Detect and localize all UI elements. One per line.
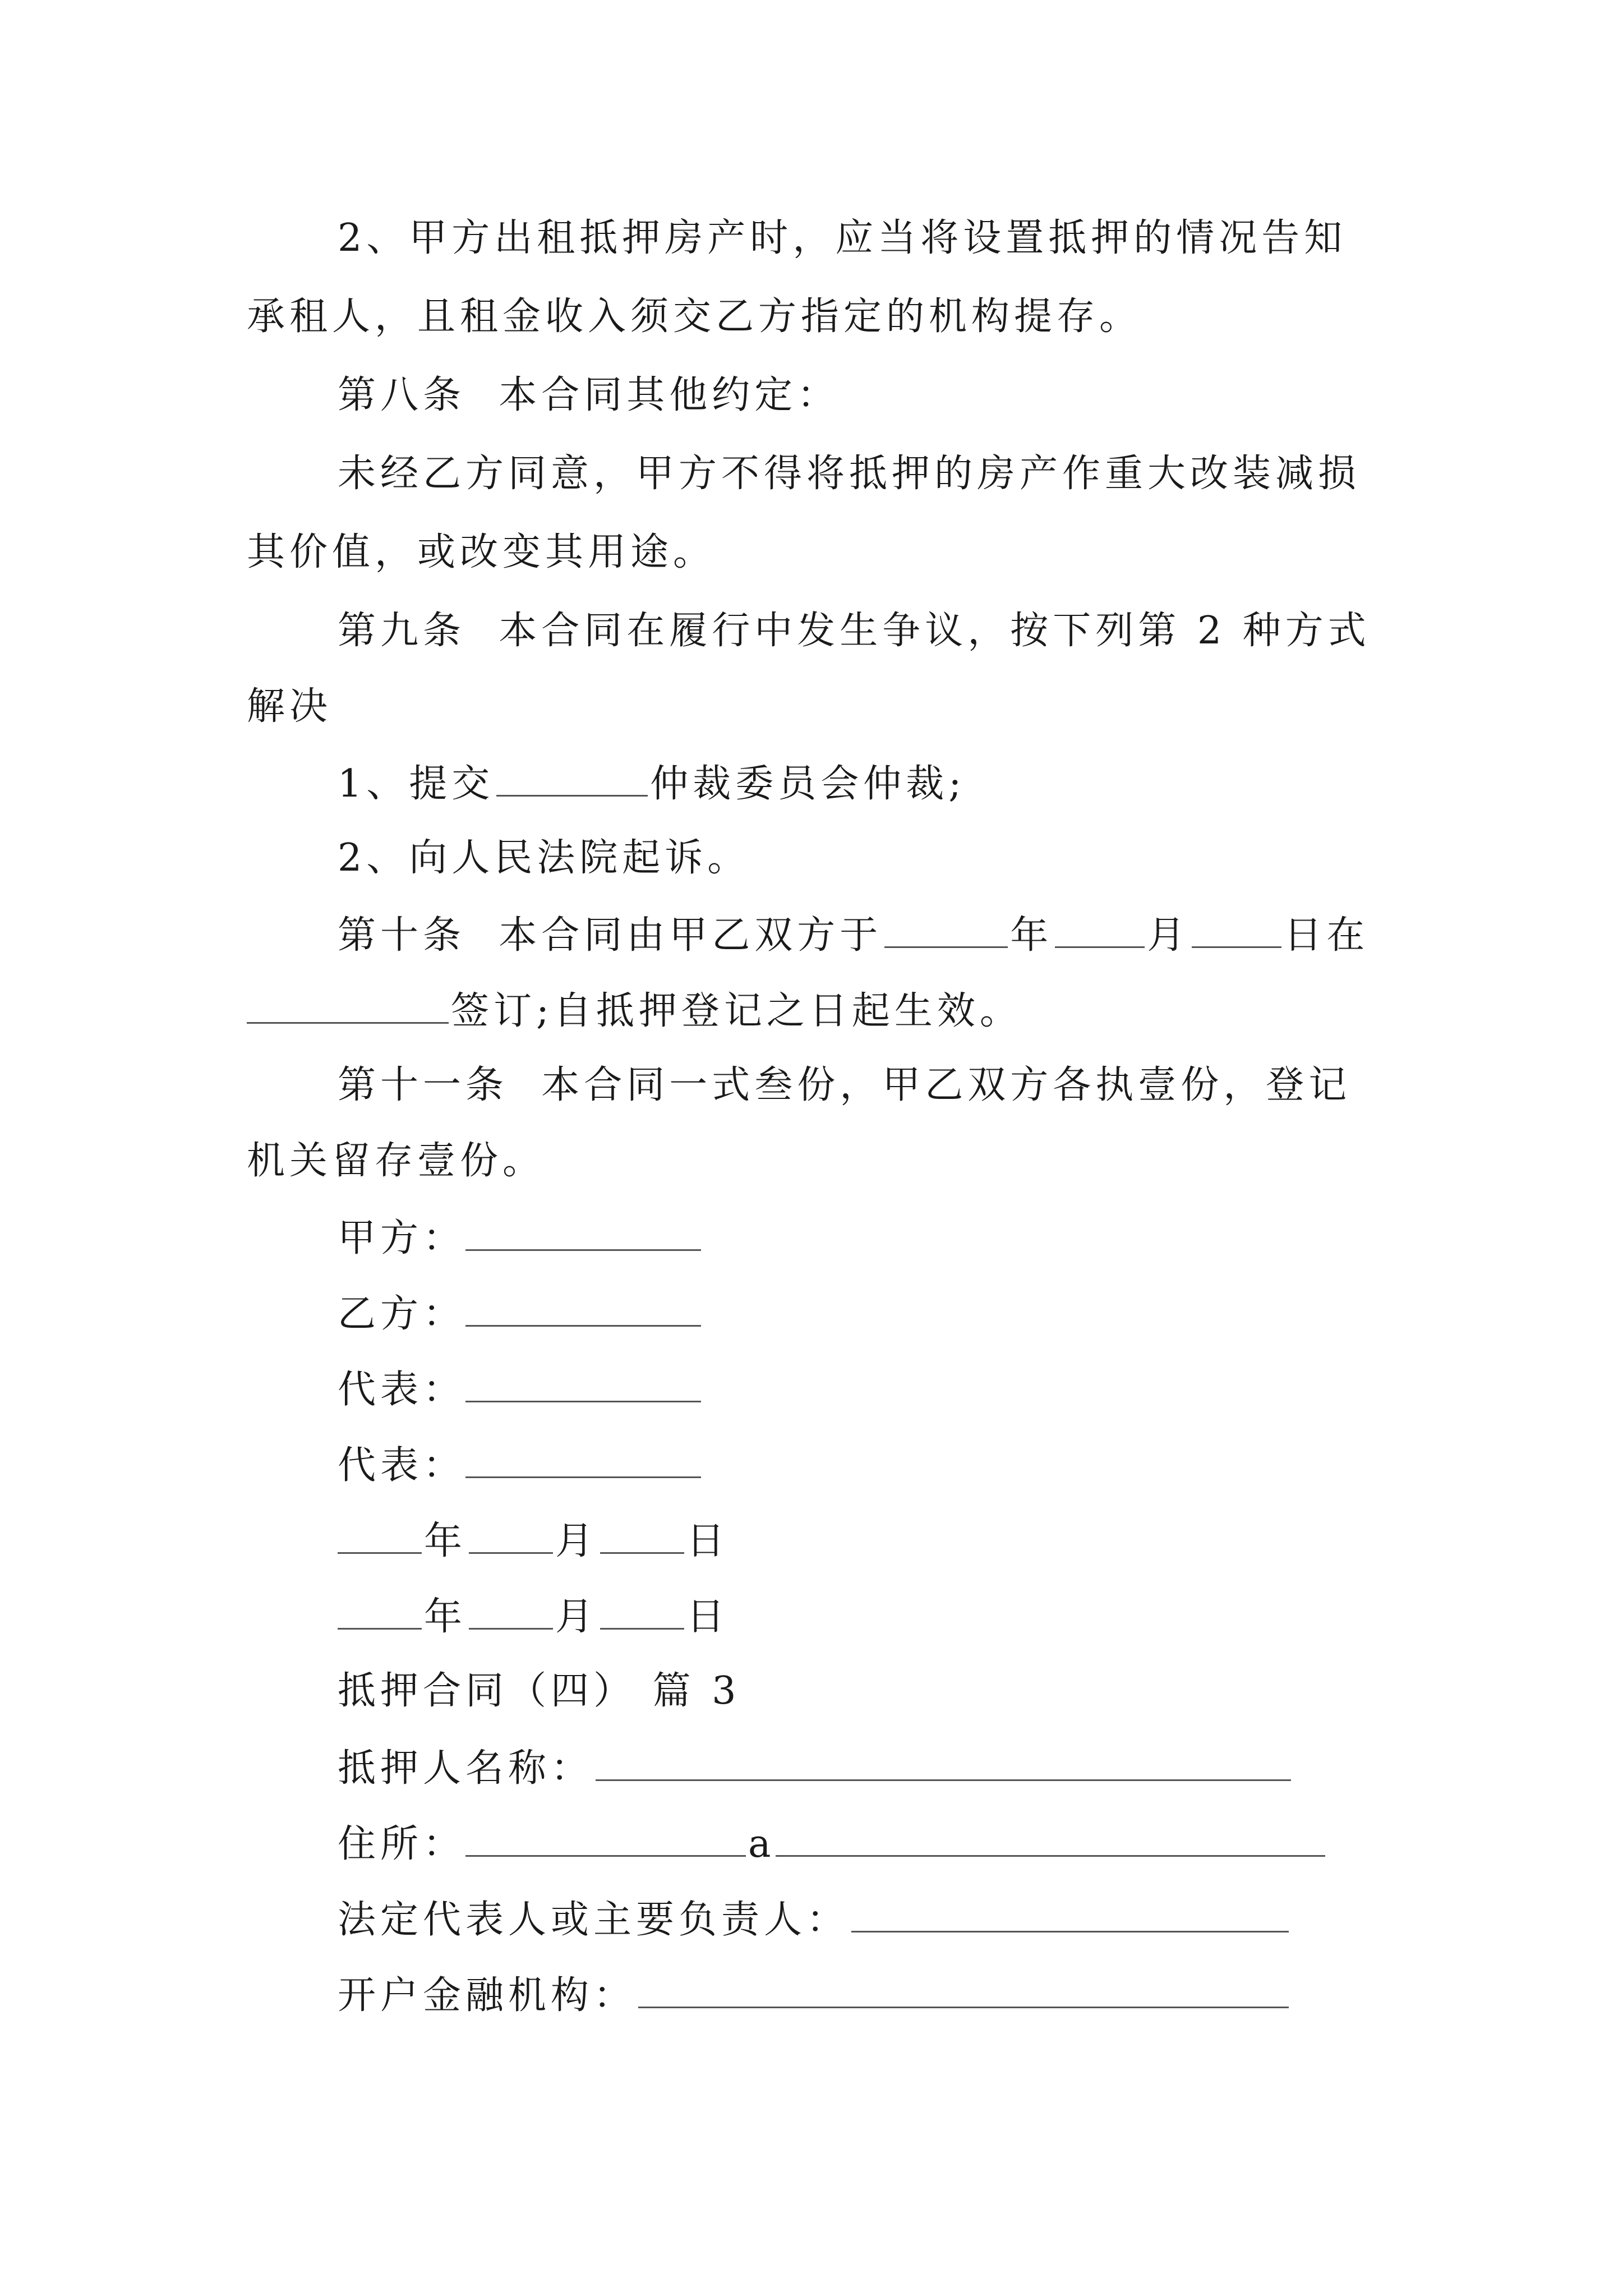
arbitration-committee-blank[interactable] <box>496 760 648 797</box>
paragraph-line: 2、甲方出租抵押房产时，应当将设置抵押的情况告知 <box>338 216 1347 260</box>
year-label: 年 <box>1010 913 1053 958</box>
address-field-1[interactable] <box>465 1820 746 1857</box>
rep-b-field[interactable] <box>465 1442 701 1478</box>
option-2: 2、向人民法院起诉。 <box>338 836 750 880</box>
party-a-field[interactable] <box>465 1214 701 1251</box>
month-blank[interactable] <box>469 1593 553 1630</box>
option-1-suffix: 仲裁委员会仲裁; <box>650 762 966 806</box>
signature-party-a <box>338 1214 1482 1259</box>
legal-rep-field[interactable] <box>851 1896 1289 1932</box>
article-10-suffix: 签订;自抵押登记之日起生效。 <box>451 989 1022 1033</box>
address-mid: a <box>748 1822 776 1866</box>
month-label: 月 <box>555 1595 598 1639</box>
field-label: 法定代表人或主要负责人： <box>338 1898 850 1942</box>
month-blank[interactable] <box>469 1517 553 1554</box>
signature-label: 代表： <box>338 1368 466 1412</box>
article-10-prefix: 第十条 本合同由甲乙双方于 <box>338 913 883 958</box>
month-label: 月 <box>555 1519 598 1563</box>
article-8-heading: 第八条 本合同其他约定： <box>338 373 840 417</box>
signature-label: 乙方： <box>338 1292 466 1336</box>
day-label: 日在 <box>1284 913 1370 958</box>
field-label: 开户金融机构： <box>338 1973 637 2018</box>
bank-field[interactable] <box>638 1972 1289 2008</box>
year-blank[interactable] <box>338 1593 422 1630</box>
day-label: 日 <box>686 1519 730 1563</box>
signature-label: 甲方： <box>338 1216 466 1260</box>
sign-day-blank[interactable] <box>1192 912 1281 948</box>
party-b-field[interactable] <box>465 1290 701 1327</box>
sign-month-blank[interactable] <box>1055 912 1145 948</box>
day-blank[interactable] <box>600 1517 684 1554</box>
option-1 <box>338 760 1482 805</box>
signature-label: 代表： <box>338 1443 466 1488</box>
address-field-2[interactable] <box>776 1820 1325 1857</box>
mortgagor-name-row <box>338 1745 1482 1789</box>
article-10-cont <box>247 987 1391 1032</box>
article-10 <box>338 912 1482 956</box>
article-11: 第十一条 本合同一式叁份，甲乙双方各执壹份，登记 <box>338 1063 1352 1107</box>
section-title: 抵押合同（四） 篇 3 <box>338 1669 741 1713</box>
mortgagor-name-field[interactable] <box>596 1745 1291 1781</box>
year-label: 年 <box>424 1519 467 1563</box>
sign-year-blank[interactable] <box>884 912 1008 948</box>
year-blank[interactable] <box>338 1517 422 1554</box>
field-label: 抵押人名称： <box>338 1746 594 1791</box>
year-label: 年 <box>424 1595 467 1639</box>
date-line-b <box>338 1593 1482 1638</box>
article-9-heading: 第九条 本合同在履行中发生争议，按下列第 2 种方式 <box>338 609 1371 653</box>
day-label: 日 <box>686 1595 730 1639</box>
paragraph-line: 未经乙方同意，甲方不得将抵押的房产作重大改装减损 <box>338 452 1361 496</box>
signature-party-b <box>338 1290 1482 1335</box>
legal-rep-row <box>338 1896 1482 1941</box>
field-label: 住所： <box>338 1822 466 1866</box>
signature-rep-a <box>338 1366 1482 1411</box>
paragraph-line: 其价值，或改变其用途。 <box>247 530 716 574</box>
date-line-a <box>338 1517 1482 1562</box>
paragraph-line: 解决 <box>247 684 333 729</box>
paragraph-line: 承租人，且租金收入须交乙方指定的机构提存。 <box>247 295 1142 339</box>
rep-a-field[interactable] <box>465 1366 701 1402</box>
day-blank[interactable] <box>600 1593 684 1630</box>
signature-rep-b <box>338 1442 1482 1487</box>
bank-row <box>338 1972 1482 2017</box>
option-1-prefix: 1、提交 <box>338 762 495 806</box>
paragraph-line: 机关留存壹份。 <box>247 1139 546 1183</box>
sign-place-blank[interactable] <box>247 987 449 1024</box>
address-row <box>338 1820 1482 1865</box>
month-label: 月 <box>1147 913 1190 958</box>
